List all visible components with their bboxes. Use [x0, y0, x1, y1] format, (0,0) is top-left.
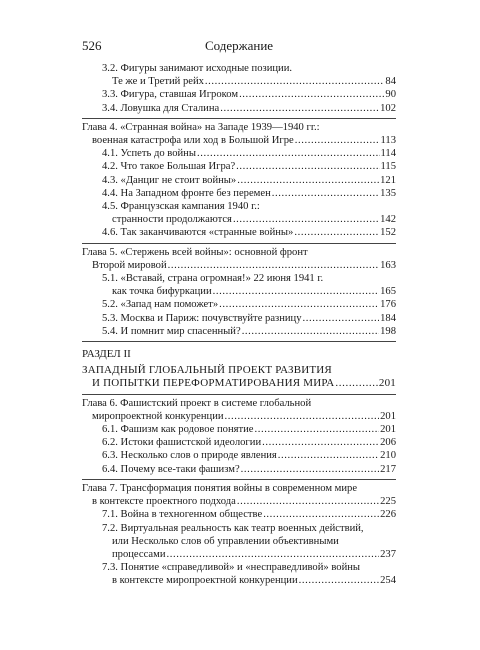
- toc-entry-7-2-line1: 7.2. Виртуальная реальность как театр военных действий,: [102, 522, 364, 534]
- toc-page-number: 217: [380, 463, 396, 475]
- leader-dots: [255, 423, 380, 436]
- toc-entry-title: 5.2. «Запад нам поможет»: [102, 299, 219, 311]
- leader-dots: [335, 377, 377, 390]
- toc-page-number: 135: [380, 187, 396, 199]
- toc-entry-title: 6.2. Истоки фашистской идеологии: [102, 437, 262, 449]
- toc-entry-7-3: [82, 574, 396, 587]
- toc-entry-6-4: [82, 463, 396, 476]
- toc-entry-title: в контексте проектного подхода: [92, 496, 236, 508]
- toc-page-number: 198: [380, 325, 396, 337]
- toc-page-number: 113: [380, 135, 396, 147]
- toc-page-number: 142: [380, 214, 396, 226]
- leader-dots: [262, 436, 379, 449]
- leader-dots: [213, 285, 379, 298]
- toc-page-number: 225: [380, 496, 396, 508]
- toc-part-2: [82, 348, 396, 391]
- toc-entry-7-1: [82, 508, 396, 521]
- toc-entry-title: 4.1. Успеть до войны: [102, 148, 196, 160]
- toc-entry-4-1: [82, 147, 396, 160]
- toc-entry-7-2: [82, 548, 396, 561]
- leader-dots: [237, 495, 379, 508]
- toc-page-number: 90: [385, 89, 396, 101]
- toc-entry-title: 3.3. Фигура, ставшая Игроком: [102, 89, 239, 101]
- leader-dots: [197, 147, 380, 160]
- toc-page-number: 102: [380, 102, 396, 114]
- toc-entry-title: Второй мировой: [92, 259, 167, 271]
- toc-chapter-4-line1: Глава 4. «Странная война» на Западе 1939—1940 гг.:: [82, 121, 320, 133]
- toc-chapter-4: [82, 134, 396, 147]
- running-title: Содержание: [204, 38, 274, 53]
- toc-page-number: 226: [380, 509, 396, 521]
- leader-dots: [233, 213, 379, 226]
- leader-dots: [239, 88, 384, 101]
- leader-dots: [294, 226, 379, 239]
- toc-entry-5-3: [82, 312, 396, 325]
- toc-entry-3-2: [82, 75, 396, 88]
- toc-entry-title: военная катастрофа или ход в Большой Игре: [92, 135, 294, 147]
- toc-entry-5-2: [82, 298, 396, 311]
- leader-dots: [220, 102, 379, 115]
- toc-page-number: 254: [380, 575, 396, 587]
- leader-dots: [299, 574, 379, 587]
- toc-entry-6-3: [82, 449, 396, 462]
- toc-page-number: 201: [380, 424, 396, 436]
- toc-entry-4-5: [82, 213, 396, 226]
- leader-dots: [241, 463, 379, 476]
- table-of-contents: [82, 62, 396, 588]
- leader-dots: [263, 508, 379, 521]
- toc-entry-5-1-line1: 5.1. «Вставай, страна огромная!» 22 июня 1941 г.: [102, 273, 324, 285]
- toc-page-number: 165: [380, 286, 396, 298]
- toc-chapter-5-line1: Глава 5. «Стержень всей войны»: основной фронт: [82, 246, 308, 258]
- toc-page-number: 152: [380, 227, 396, 239]
- leader-dots: [205, 75, 384, 88]
- divider: [82, 243, 396, 244]
- divider: [82, 118, 396, 119]
- leader-dots: [278, 449, 379, 462]
- toc-entry-title: 6.1. Фашизм как родовое понятие: [102, 424, 254, 436]
- toc-page-number: 184: [380, 312, 396, 324]
- toc-chapter-5: [82, 259, 396, 272]
- toc-page-number: 114: [380, 148, 396, 160]
- toc-entry-4-5-line1: 4.5. Французская кампания 1940 г.:: [102, 201, 260, 213]
- toc-entry-title: И ПОПЫТКИ ПЕРЕФОРМАТИРОВАНИЯ МИРА: [92, 377, 335, 390]
- toc-page-number: 237: [380, 548, 396, 560]
- toc-page-number: 163: [380, 259, 396, 271]
- leader-dots: [242, 325, 379, 338]
- toc-entry-6-1: [82, 423, 396, 436]
- toc-entry-title: миропроектной конкуренции: [92, 410, 224, 422]
- toc-entry-6-2: [82, 436, 396, 449]
- toc-entry-4-3: [82, 174, 396, 187]
- toc-entry-title: 6.4. Почему все-таки фашизм?: [102, 463, 240, 475]
- part-heading: РАЗДЕЛ II: [82, 348, 131, 361]
- toc-chapter-6-line1: Глава 6. Фашистский проект в системе глобальной: [82, 397, 312, 409]
- toc-page-number: 201: [378, 377, 396, 390]
- toc-entry-title: странности продолжаются: [112, 214, 232, 226]
- toc-entry-title: 4.3. «Данциг не стоит войны»: [102, 174, 237, 186]
- part-title-line2: [82, 377, 396, 390]
- toc-entry-5-1: [82, 285, 396, 298]
- toc-entry-7-3-line1: 7.3. Понятие «справедливой» и «несправедливой» войны: [102, 562, 361, 574]
- leader-dots: [237, 174, 379, 187]
- toc-entry-3-3: [82, 88, 396, 101]
- toc-entry-7-2-line2: или Несколько слов об управлении объективными: [112, 535, 339, 547]
- toc-page-number: 121: [380, 174, 396, 186]
- toc-page-number: 201: [380, 410, 396, 422]
- leader-dots: [272, 187, 379, 200]
- toc-page-number: 115: [380, 161, 396, 173]
- divider: [82, 341, 396, 342]
- toc-entry-title: в контексте миропроектной конкуренции: [112, 575, 298, 587]
- divider: [82, 394, 396, 395]
- toc-entry-title: 5.4. И помнит мир спасенный?: [102, 325, 241, 337]
- toc-chapter-7-line1: Глава 7. Трансформация понятия войны в современном мире: [82, 482, 358, 494]
- page-header: [82, 38, 396, 56]
- leader-dots: [219, 298, 379, 311]
- toc-entry-title: Те же и Третий рейх: [112, 76, 204, 88]
- toc-entry-3-2-line1: 3.2. Фигуры занимают исходные позиции.: [102, 63, 293, 74]
- page-number: 526: [82, 38, 102, 53]
- toc-entry-title: 4.2. Что такое Большая Игра?: [102, 161, 236, 173]
- part-title-line1: ЗАПАДНЫЙ ГЛОБАЛЬНЫЙ ПРОЕКТ РАЗВИТИЯ: [82, 364, 332, 377]
- leader-dots: [303, 312, 380, 325]
- toc-entry-title: 6.3. Несколько слов о природе явления: [102, 450, 277, 462]
- toc-entry-title: 3.4. Ловушка для Сталина: [102, 102, 220, 114]
- leader-dots: [225, 410, 380, 423]
- leader-dots: [295, 134, 380, 147]
- toc-entry-4-6: [82, 226, 396, 239]
- toc-entry-3-4: [82, 102, 396, 115]
- toc-entry-title: процессами: [112, 548, 166, 560]
- toc-entry-title: 7.1. Война в техногенном обществе: [102, 509, 263, 521]
- toc-entry-title: как точка бифуркации: [112, 286, 212, 298]
- divider: [82, 479, 396, 480]
- toc-page-number: 84: [385, 76, 396, 88]
- toc-page-number: 210: [380, 450, 396, 462]
- leader-dots: [167, 548, 380, 561]
- toc-entry-4-2: [82, 160, 396, 173]
- toc-entry-4-4: [82, 187, 396, 200]
- toc-page-number: 206: [380, 437, 396, 449]
- toc-entry-title: 4.6. Так заканчиваются «странные войны»: [102, 227, 294, 239]
- toc-page-number: 176: [380, 299, 396, 311]
- toc-chapter-7: [82, 495, 396, 508]
- leader-dots: [236, 160, 379, 173]
- toc-chapter-6: [82, 410, 396, 423]
- leader-dots: [168, 259, 379, 272]
- toc-entry-5-4: [82, 325, 396, 338]
- toc-entry-title: 4.4. На Западном фронте без перемен: [102, 187, 271, 199]
- toc-entry-title: 5.3. Москва и Париж: почувствуйте разницу: [102, 312, 302, 324]
